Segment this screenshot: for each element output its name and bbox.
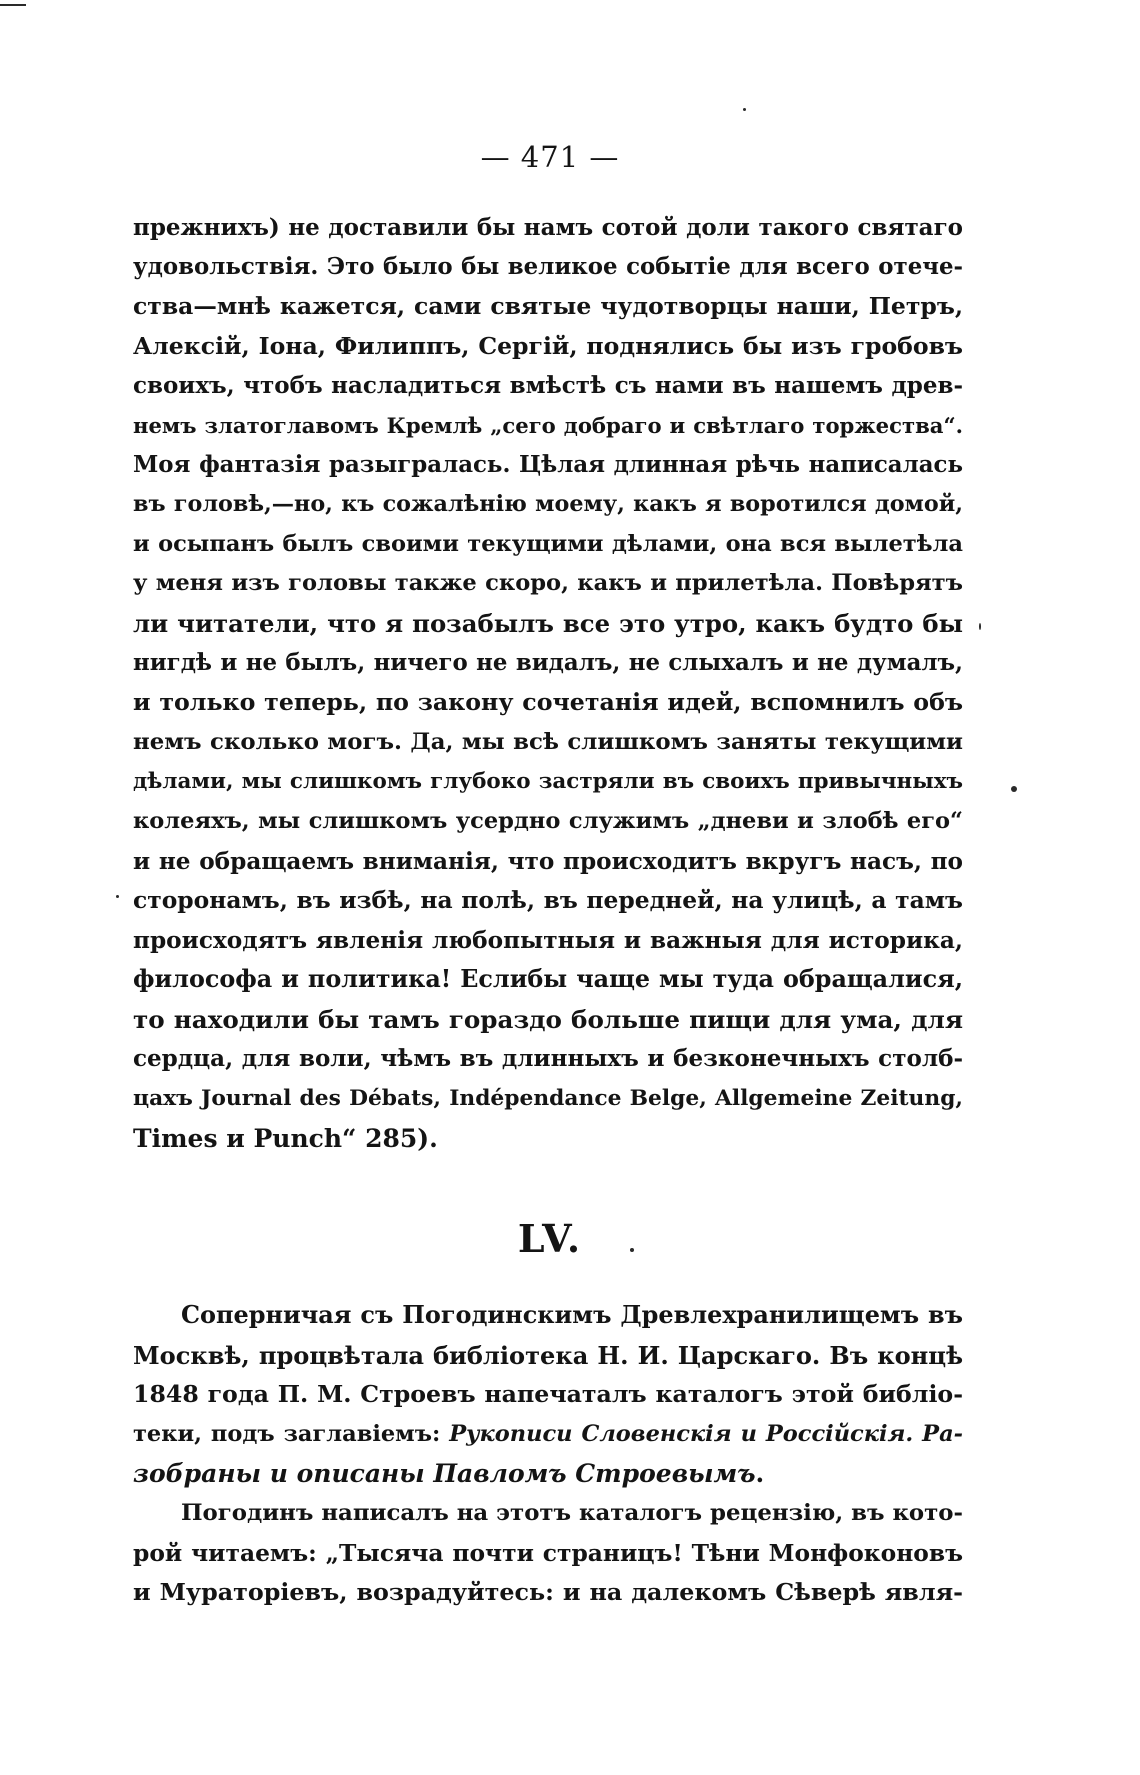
text-line: Погодинъ написалъ на этотъ каталогъ рецензію, въ кото- <box>181 1499 964 1526</box>
text-line: сердца, для воли, чѣмъ въ длинныхъ и безконечныхъ столб- <box>133 1045 963 1073</box>
text-line: цахъ Journal des Débats, Indépendance Belge, Allgemeine Zeitung, <box>133 1086 963 1112</box>
scan-speck <box>0 4 26 6</box>
text-fragment: . <box>755 1459 765 1489</box>
text-line: и только теперь, по закону сочетанія идей, вспомнилъ объ <box>133 688 963 717</box>
text-line: 1848 года П. М. Строевъ напечаталъ каталогъ этой библіо- <box>133 1380 963 1409</box>
text-line: немъ златоглавомъ Кремлѣ „сего добраго и свѣтлаго торжества“. <box>133 412 963 438</box>
text-line: происходятъ явленія любопытныя и важныя для историка, <box>133 926 963 954</box>
text-line: въ головѣ,—но, къ сожалѣнію моему, какъ я воротился домой, <box>133 491 963 518</box>
scan-speck <box>979 623 981 630</box>
text-line: то находили бы тамъ гораздо больше пищи для ума, для <box>133 1004 963 1034</box>
page-number: — 471 — <box>480 140 620 174</box>
scan-speck <box>1011 786 1017 792</box>
text-line: немъ сколько могъ. Да, мы всѣ слишкомъ заняты текущими <box>133 728 963 755</box>
text-line: и не обращаемъ вниманія, что происходитъ вкругъ насъ, по <box>133 847 963 875</box>
section-heading: LV. <box>517 1216 583 1261</box>
text-line: своихъ, чтобъ насладиться вмѣстѣ съ нами въ нашемъ древ- <box>133 372 963 400</box>
text-line: рой читаемъ: „Тысяча почти страницъ! Тѣни Монфоконовъ <box>133 1538 963 1567</box>
scan-speck <box>743 108 746 111</box>
scan-speck <box>630 1248 634 1252</box>
text-line <box>133 1415 963 1455</box>
text-line: удовольствія. Это было бы великое событіе для всего отече- <box>133 253 963 280</box>
body-text-block <box>133 208 963 1158</box>
text-line <box>133 1454 963 1494</box>
catalog-title: Рукописи Словенскія и Россійскія. Ра- <box>449 1420 963 1447</box>
text-line: ства—мнѣ кажется, сами святые чудотворцы наши, Петръ, <box>133 292 963 321</box>
text-line: и Мураторіевъ, возрадуйтесь: и на далекомъ Сѣверѣ явля- <box>133 1578 963 1607</box>
text-fragment: теки, подъ заглавіемъ: <box>133 1420 450 1447</box>
text-line: прежнихъ) не доставили бы намъ сотой доли такого святаго <box>133 214 963 241</box>
text-line: Times и Punch“ 285). <box>133 1123 438 1153</box>
catalog-title: зобраны и описаны Павломъ Строевымъ <box>133 1459 756 1489</box>
text-line: колеяхъ, мы слишкомъ усердно служимъ „дневи и злобѣ его“ <box>133 807 963 834</box>
text-line: Соперничая съ Погодинскимъ Древлехранилищемъ въ <box>181 1301 963 1329</box>
text-line: ли читатели, что я позабылъ все это утро, какъ будто бы <box>133 608 963 638</box>
text-line: и осыпанъ былъ своими текущими дѣлами, она вся вылетѣла <box>133 530 963 557</box>
text-line: Москвѣ, процвѣтала библіотека Н. И. Царскаго. Въ концѣ <box>133 1340 963 1370</box>
text-line: Алексій, Іона, Филиппъ, Сергій, поднялись бы изъ гробовъ <box>133 331 963 360</box>
scan-speck <box>116 895 119 898</box>
text-line: Моя фантазія разыгралась. Цѣлая длинная рѣчь написалась <box>133 451 963 478</box>
text-line: у меня изъ головы также скоро, какъ и прилетѣла. Повѣрятъ <box>133 570 963 597</box>
body-text-block <box>133 1296 963 1613</box>
text-line: нигдѣ и не былъ, ничего не видалъ, не слыхалъ и не думалъ, <box>133 649 963 676</box>
text-line: сторонамъ, въ избѣ, на полѣ, въ передней, на улицѣ, а тамъ <box>133 886 963 915</box>
text-line: философа и политика! Еслибы чаще мы туда обращалися, <box>133 965 963 994</box>
text-line: дѣлами, мы слишкомъ глубоко застряли въ своихъ привычныхъ <box>133 769 963 795</box>
